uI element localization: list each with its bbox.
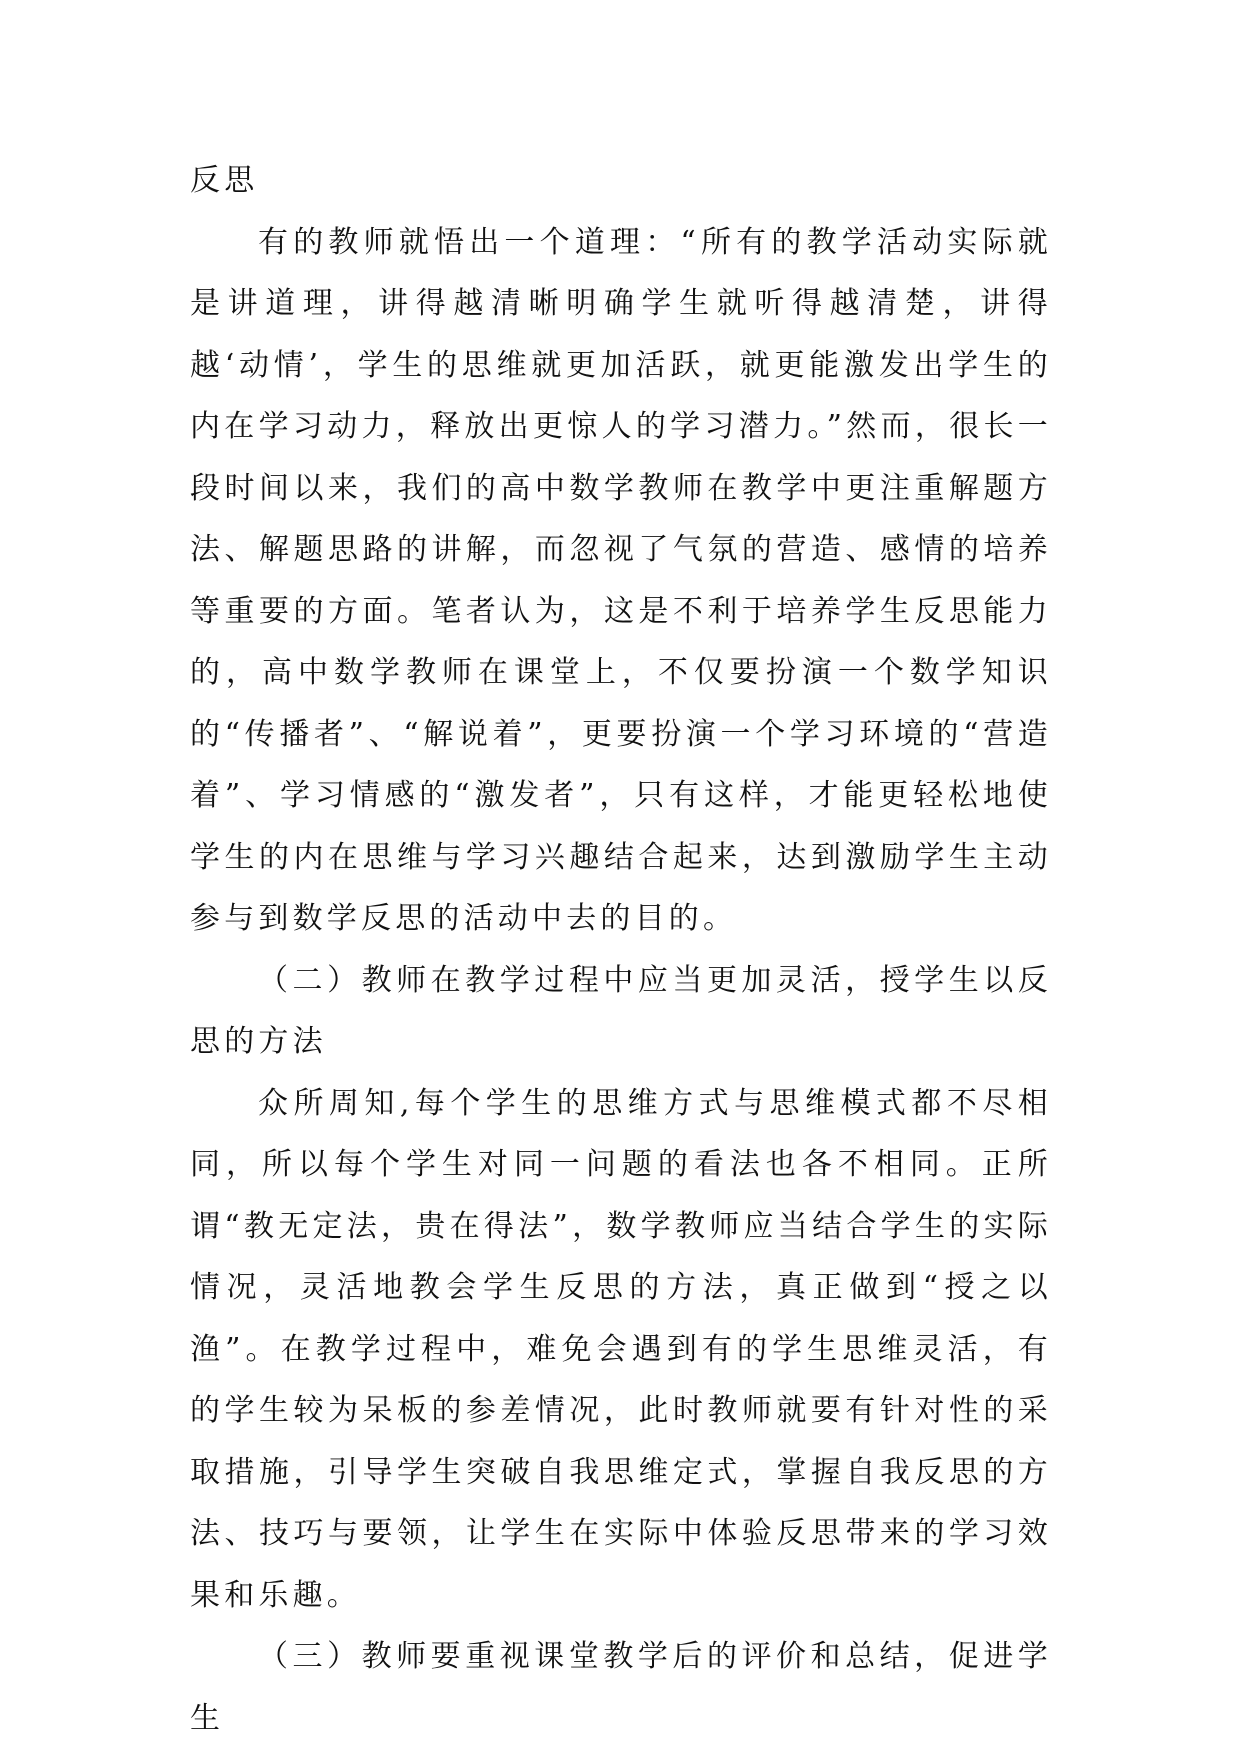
paragraph-reflection-methods: 众所周知,每个学生的思维方式与思维模式都不尽相同，所以每个学生对同一问题的看法也各不相同。正所谓“教无定法，贵在得法”，数学教师应当结合学生的实际情况，灵活地教会学生反思的方法，真正做到“授之以渔”。在教学过程中，难免会遇到有的学生思维灵活，有的学生较为呆板的参差情况，此时教师就要有针对性的采取措施，引导学生突破自我思维定式，掌握自我反思的方法、技巧与要领，让学生在实际中体验反思带来的学习效果和乐趣。	[190, 1085, 1052, 1613]
paragraph-teacher-insight: 有的教师就悟出一个道理：“所有的教学活动实际就是讲道理，讲得越清晰明确学生就听得越清楚，讲得越‘动情’，学生的思维就更加活跃，就更能激发出学生的内在学习动力，释放出更惊人的学习潜力。”然而，很长一段时间以来，我们的高中数学教师在教学中更注重解题方法、解题思路的讲解，而忽视了气氛的营造、感情的培养等重要的方面。笔者认为，这是不利于培养学生反思能力的，高中数学教师在课堂上，不仅要扮演一个数学知识的“传播者”、“解说着”，更要扮演一个学习环境的“营造着”、学习情感的“激发者”，只有这样，才能更轻松地使学生的内在思维与学习兴趣结合起来，达到激励学生主动参与到数学反思的活动中去的目的。	[190, 224, 1052, 936]
paragraph-heading-continuation: 反思	[190, 163, 259, 198]
section-heading-2: （二）教师在教学过程中应当更加灵活，授学生以反思的方法	[190, 962, 1052, 1059]
document-body	[190, 150, 1052, 1749]
section-heading-3: （三）教师要重视课堂教学后的评价和总结，促进学生	[190, 1639, 1052, 1736]
